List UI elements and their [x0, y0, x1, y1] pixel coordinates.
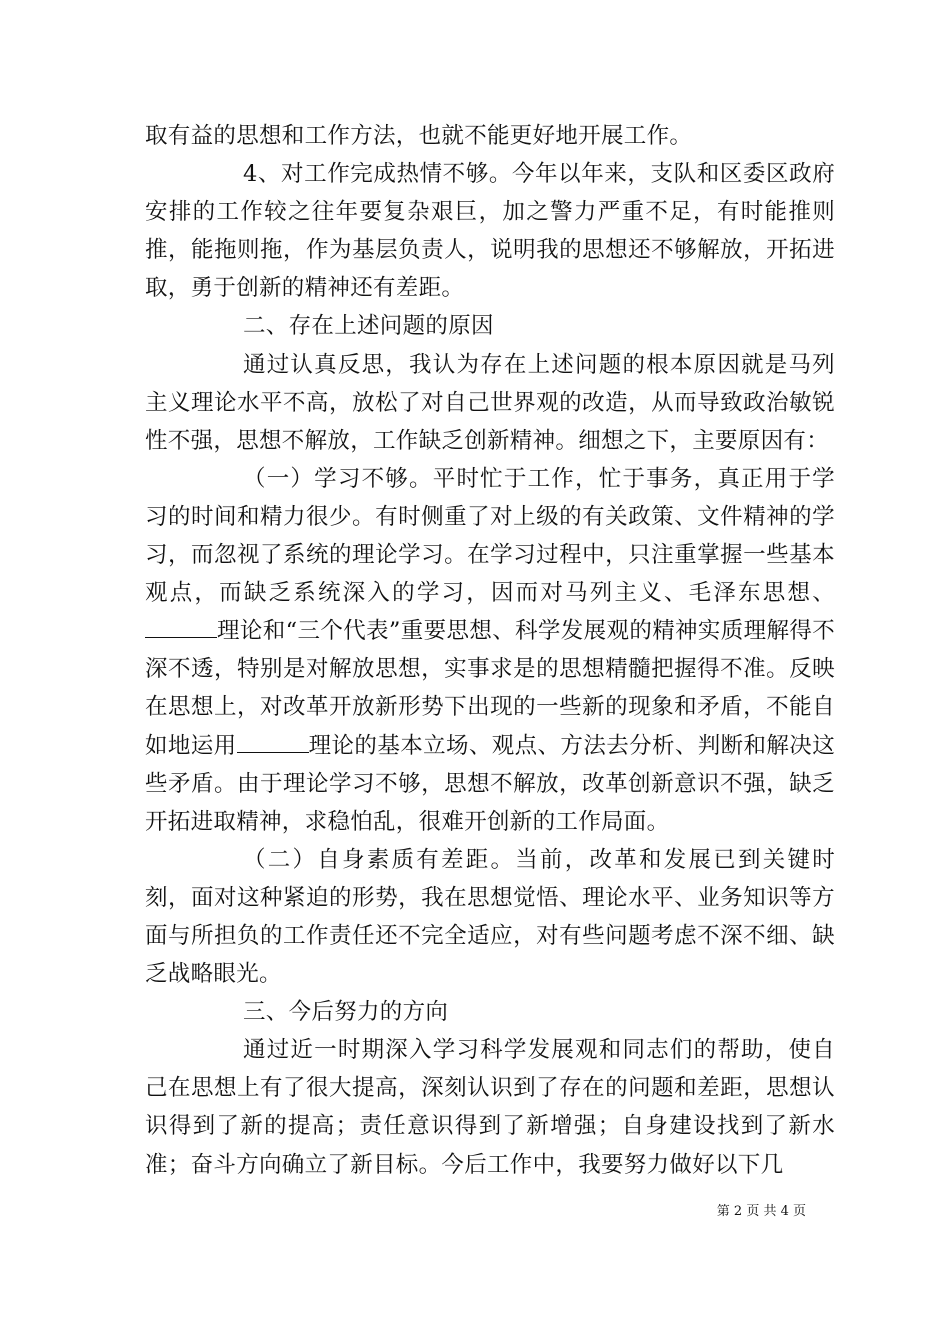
paragraph-quality-gap: （二）自身素质有差距。当前，改革和发展已到关键时刻，面对这种紧迫的形势，我在思想觉悟、理论水平、业务知识等方面与所担负的工作责任还不完全适应，对有些问题考虑不深不细、缺乏战略眼光。 [145, 846, 835, 988]
paragraph-insufficient-study [145, 460, 835, 841]
paragraph-point-4: 4、对工作完成热情不够。今年以年来，支队和区委区政府安排的工作较之往年要复杂艰巨，加之警力严重不足，有时能推则推，能拖则拖，作为基层负责人，说明我的思想还不够解放，开拓进取，勇于创新的精神还有差距。 [145, 161, 835, 302]
study-text-part-1: （一）学习不够。平时忙于工作，忙于事务，真正用于学习的时间和精力很少。有时侧重了对上级的有关政策、文件精神的学习，而忽视了系统的理论学习。在学习过程中，只注重掌握一些基本观点，而缺乏系统深入的学习，因而对马列主义、毛泽东思想、 [145, 465, 835, 607]
paragraph-root-cause: 通过认真反思，我认为存在上述问题的根本原因就是马列主义理论水平不高，放松了对自己世界观的改造，从而导致政治敏锐性不强，思想不解放，工作缺乏创新精神。细想之下，主要原因有： [145, 351, 835, 454]
page-number-footer: 第 2 页 共 4 页 [716, 1204, 806, 1219]
blank-underline [145, 619, 217, 638]
study-text-part-2: 理论和“三个代表”重要思想、科学发展观的精神实质理解得不深不透，特别是对解放思想，实事求是的思想精髓把握得不准。反映在思想上，对改革开放新形势下出现的一些新的现象和矛盾，不能自如地运用 [145, 618, 835, 759]
blank-underline [237, 734, 309, 753]
section-heading-3: 三、今后努力的方向 [243, 999, 449, 1026]
section-heading-2: 二、存在上述问题的原因 [243, 313, 494, 340]
paragraph-future-direction: 通过近一时期深入学习科学发展观和同志们的帮助，使自己在思想上有了很大提高，深刻认识到了存在的问题和差距，思想认识得到了新的提高；责任意识得到了新增强；自身建设找到了新水准；奋斗方向确立了新目标。今后工作中，我要努力做好以下几 [145, 1037, 835, 1178]
document-body [145, 117, 835, 1184]
paragraph-continuation: 取有益的思想和工作方法，也就不能更好地开展工作。 [145, 123, 693, 149]
study-text-part-3: 理论的基本立场、观点、方法去分析、判断和解决这些矛盾。由于理论学习不够，思想不解放，改革创新意识不强，缺乏开拓进取精神，求稳怕乱，很难开创新的工作局面。 [145, 732, 835, 835]
